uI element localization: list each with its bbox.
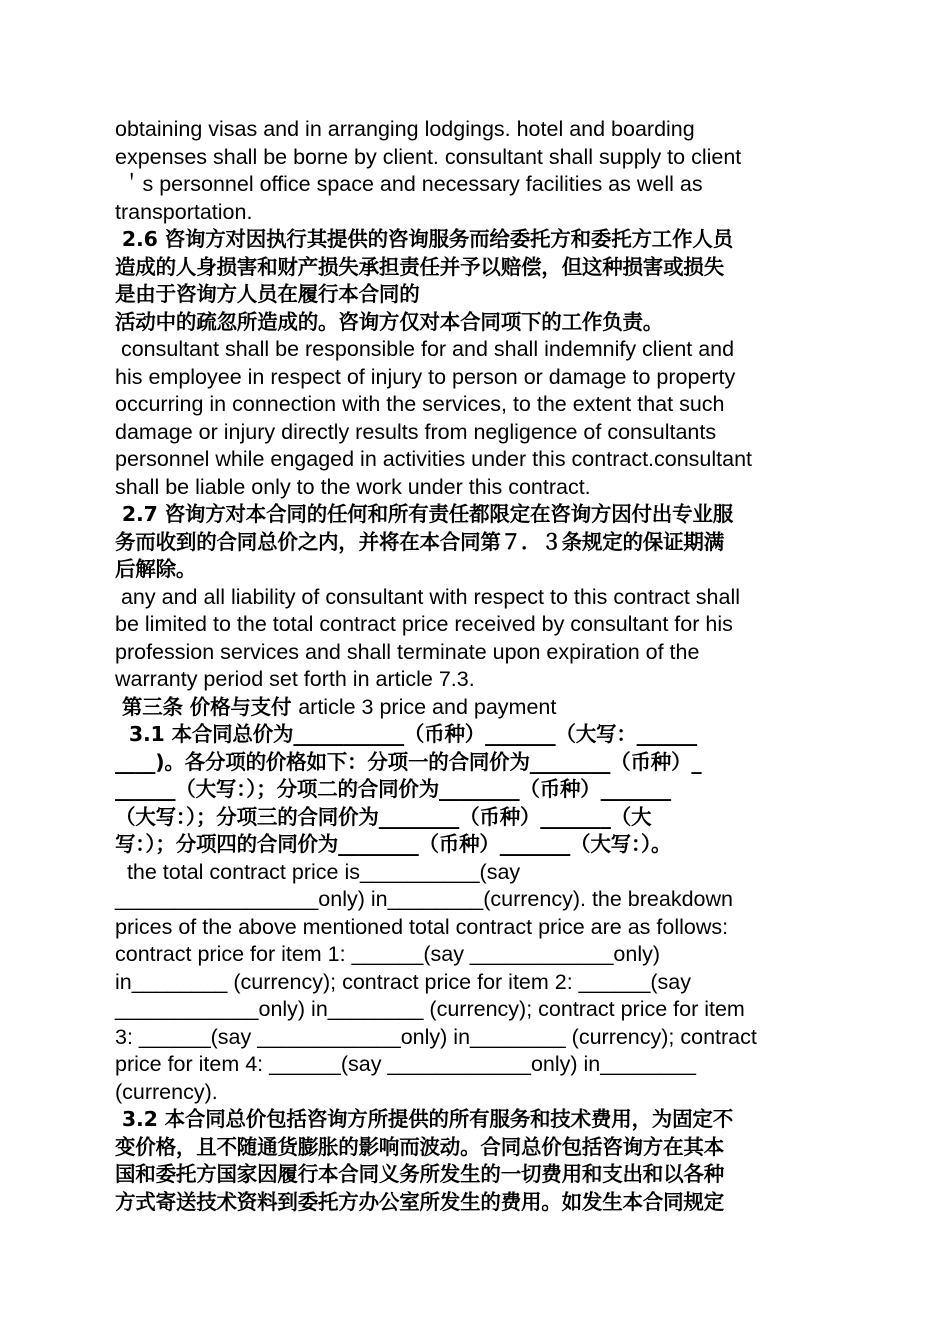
text-line: occurring in connection with the services, to the extent that such — [115, 392, 725, 416]
text-line: 3: ______(say ____________only) in________ (currency); contract — [115, 1024, 757, 1049]
text-line: 2.6 咨询方对因执行其提供的咨询服务而给委托方和委托方工作人员 — [115, 227, 733, 251]
text-line: 国和委托方国家因履行本合同义务所发生的一切费用和支出和以各种 — [115, 1162, 724, 1186]
text-line: 活动中的疏忽所造成的。咨询方仅对本合同项下的工作负责。 — [115, 309, 664, 334]
text-line: 方式寄送技术资料到委托方办公室所发生的费用。如发生本合同规定 — [115, 1189, 724, 1214]
text-line: profession services and shall terminate upon expiration of the — [115, 639, 700, 664]
text-line: ＇s personnel office space and necessary facilities as well as — [115, 172, 703, 196]
text-line: any and all liability of consultant with respect to this contract shall — [115, 584, 741, 609]
section-heading-zh: 第三条 价格与支付 — [115, 694, 299, 719]
text-line: price for item 4: ______(say ____________only) in________ — [115, 1052, 696, 1076]
text-line: 变价格，且不随通货膨胀的影响而波动。合同总价包括咨询方在其本 — [115, 1134, 724, 1159]
text-line: ____)。各分项的价格如下：分项一的合同价为________（币种）_ — [115, 749, 702, 774]
text-line: 写：）；分项四的合同价为________（币种）_______（大写：）。 — [115, 832, 672, 856]
text-line: ____________only) in________ (currency); contract price for item — [115, 997, 745, 1021]
text-line: shall be liable only to the work under this contract. — [115, 474, 591, 499]
text-line: in________ (currency); contract price for item 2: ______(say — [115, 969, 692, 994]
text-line: 3.2 本合同总价包括咨询方所提供的所有服务和技术费用，为固定不 — [115, 1107, 733, 1131]
text-line: be limited to the total contract price received by consultant for his — [115, 612, 733, 636]
text-line: his employee in respect of injury to person or damage to property — [115, 364, 736, 389]
text-line: contract price for item 1: ______(say ____________only) — [115, 942, 661, 966]
text-line: obtaining visas and in arranging lodgings. hotel and boarding — [115, 117, 695, 141]
text-line: 后解除。 — [115, 557, 197, 581]
text-line: expenses shall be borne by client. consultant shall supply to client — [115, 144, 742, 169]
text-line: ______（大写：）；分项二的合同价为________（币种）_______ — [115, 777, 671, 801]
text-line: 务而收到的合同总价之内，并将在本合同第７．３条规定的保证期满 — [115, 529, 724, 554]
text-line: the total contract price is__________(say — [115, 859, 521, 884]
text-line: transportation. — [115, 199, 253, 224]
text-line: personnel while engaged in activities under this contract.consultant — [115, 447, 753, 471]
text-line: (currency). — [115, 1079, 218, 1104]
text-line: 造成的人身损害和财产损失承担责任并予以赔偿，但这种损害或损失 — [115, 254, 724, 279]
text-line: _________________only) in________(currency). the breakdown — [115, 887, 733, 911]
section-heading-en: article 3 price and payment — [298, 694, 557, 719]
text-line: damage or injury directly results from negligence of consultants — [115, 419, 717, 444]
section-heading — [115, 694, 840, 722]
text-line: prices of the above mentioned total contract price are as follows: — [115, 914, 729, 939]
text-line: 2.7 咨询方对本合同的任何和所有责任都限定在咨询方因付出专业服 — [115, 502, 733, 526]
text-line: warranty period set forth in article 7.3. — [115, 667, 475, 691]
document-page — [115, 116, 840, 1216]
text-line: 3.1 本合同总价为___________（币种）_______（大写：______ — [115, 722, 697, 746]
text-line: （大写：）；分项三的合同价为________（币种）_______（大 — [115, 804, 652, 829]
text-line: 是由于咨询方人员在履行本合同的 — [115, 282, 420, 306]
text-line: consultant shall be responsible for and shall indemnify client and — [115, 337, 735, 361]
